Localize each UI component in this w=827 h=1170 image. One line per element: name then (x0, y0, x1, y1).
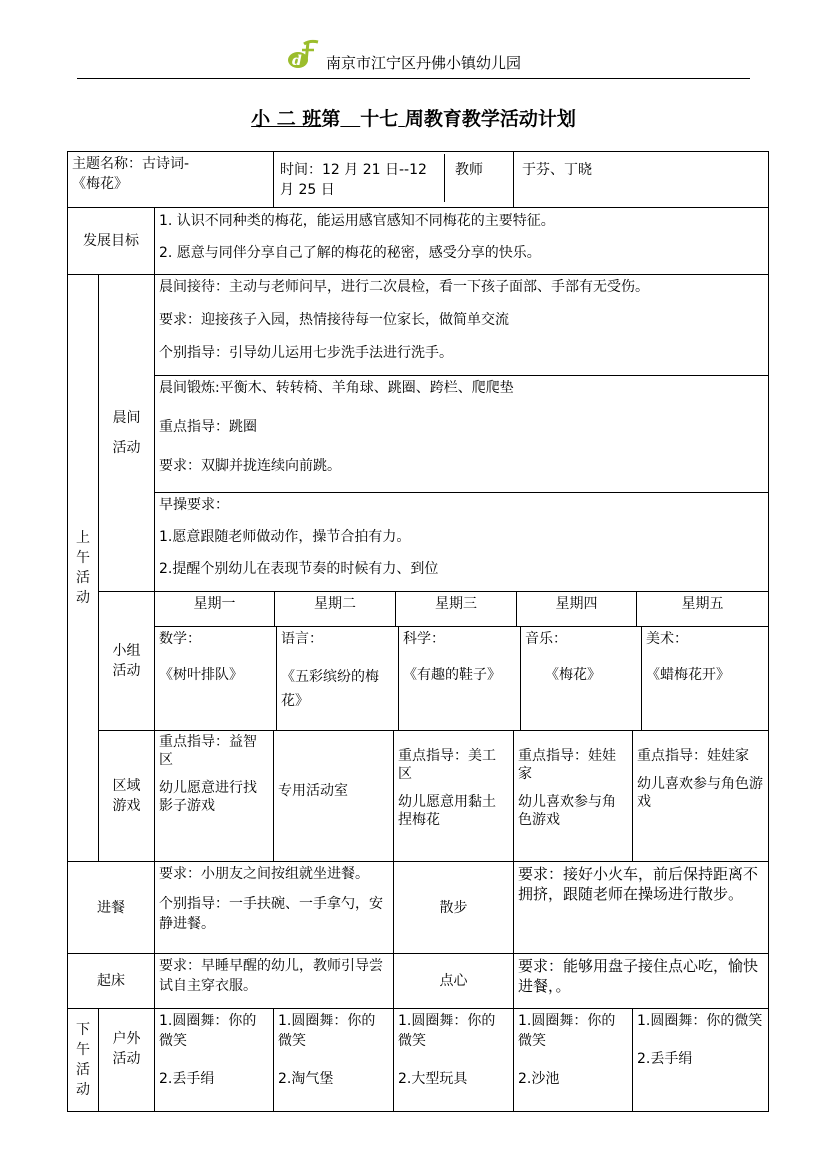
title-week (340, 104, 405, 131)
group-subject: 数学： (159, 631, 201, 647)
group-label-1: 小组 (112, 643, 141, 659)
group-grid-cell (155, 592, 769, 731)
outdoor-item: 1.圆圈舞：你的微笑 (278, 1013, 376, 1049)
morning-activity-label-1: 晨间 (112, 410, 141, 426)
wake-requirement: 要求：早睡早醒的幼儿，教师引导尝试自主穿衣服。 (159, 958, 383, 994)
group-topic: 《五彩缤纷的梅花》 (281, 669, 379, 709)
goal-item: 2. 愿意与同伴分享自己了解的梅花的秘密，感受分享的快乐。 (159, 245, 541, 261)
gymnastics-line: 1.愿意跟随老师做动作，操节合拍有力。 (159, 529, 411, 545)
group-topic: 《梅花》 (545, 667, 601, 683)
walk-requirement: 要求：接好小火车，前后保持距离不拥挤，跟随老师在操场进行散步。 (518, 865, 759, 903)
outdoor-item: 2.沙池 (518, 1071, 560, 1087)
outdoor-fri (633, 1009, 769, 1112)
snack-requirement: 要求：能够用盘子接住点心吃，愉快进餐，。 (518, 957, 759, 995)
outdoor-label-1: 户外 (112, 1031, 141, 1047)
area-focus: 重点指导：美工区 (398, 748, 497, 782)
weekday-thu: 星期四 (516, 592, 636, 626)
area-desc: 幼儿愿意进行找影子游戏 (159, 780, 257, 814)
header-divider (77, 78, 750, 79)
area-mon (155, 731, 274, 862)
theme-cell (68, 152, 274, 208)
group-topic: 《有趣的鞋子》 (403, 667, 501, 683)
outdoor-item: 1.圆圈舞：你的微笑 (398, 1013, 496, 1049)
group-activities (155, 627, 768, 730)
morning-activity-label (99, 275, 155, 592)
title-prefix: 第 (321, 108, 341, 130)
afternoon-label-text: 下午活动 (76, 1022, 90, 1098)
outdoor-item: 2.丢手绢 (159, 1071, 215, 1087)
exercise-content (155, 376, 769, 493)
goals-content (155, 208, 769, 275)
area-focus: 重点指导：娃娃家 (518, 748, 617, 782)
meal-label: 进餐 (68, 862, 155, 954)
outdoor-item: 1.圆圈舞：你的微笑 (637, 1013, 763, 1029)
goal-item: 1. 认识不同种类的梅花，能运用感官感知不同梅花的主要特征。 (159, 213, 555, 229)
outdoor-item: 2.大型玩具 (398, 1071, 468, 1087)
theme-label: 主题名称：古诗词- (72, 156, 190, 172)
exercise-row (68, 376, 769, 493)
reception-row (68, 275, 769, 376)
weekday-header (155, 592, 768, 627)
area-focus: 重点指导：益智区 (159, 734, 257, 768)
group-activity-fri (641, 627, 768, 730)
gymnastics-line: 2.提醒个别幼儿在表现节奏的时候有力、到位 (159, 561, 439, 577)
group-subject: 语言： (281, 631, 323, 647)
title-class: 小 二 班 (251, 108, 322, 130)
snack-content (514, 954, 769, 1009)
outdoor-item: 1.圆圈舞：你的微笑 (518, 1013, 616, 1049)
teacher-label: 教师 (444, 154, 513, 202)
kindergarten-logo-icon (284, 38, 322, 72)
area-label-2: 游戏 (112, 798, 141, 814)
area-fri (633, 731, 769, 862)
reception-line: 个别指导：引导幼儿运用七步洗手法进行洗手。 (159, 345, 453, 361)
exercise-line: 晨间锻炼:平衡木、转转椅、羊角球、跳圈、跨栏、爬爬垫 (159, 380, 514, 396)
goals-label: 发展目标 (68, 208, 155, 275)
snack-label: 点心 (394, 954, 514, 1009)
area-focus: 重点指导：娃娃家 (637, 748, 750, 764)
wake-row (68, 954, 769, 1009)
reception-line: 要求：迎接孩子入园，热情接待每一位家长，做简单交流 (159, 312, 509, 328)
group-subject: 科学： (403, 631, 445, 647)
morning-label-text: 上午活动 (76, 530, 90, 606)
area-label-1: 区域 (112, 778, 141, 794)
area-thu (514, 731, 633, 862)
afternoon-label (68, 1009, 99, 1112)
area-row (68, 731, 769, 862)
wake-label: 起床 (68, 954, 155, 1009)
group-activity-thu (520, 627, 641, 730)
teacher-names (514, 152, 769, 208)
reception-line: 晨间接待：主动与老师问早，进行二次晨检，看一下孩子面部、手部有无受伤。 (159, 279, 649, 295)
weekday-fri: 星期五 (636, 592, 768, 626)
group-topic: 《蜡梅花开》 (646, 667, 730, 683)
meal-content (155, 862, 394, 954)
gymnastics-row (68, 493, 769, 592)
area-desc: 幼儿喜欢参与角色游戏 (518, 794, 617, 828)
area-desc: 专用活动室 (278, 783, 349, 799)
weekday-wed: 星期三 (395, 592, 516, 626)
area-desc: 幼儿喜欢参与角色游戏 (637, 776, 764, 810)
goals-row (68, 208, 769, 275)
meal-row (68, 862, 769, 954)
outdoor-activity-label (99, 1009, 155, 1112)
morning-label (68, 275, 99, 862)
school-name: 南京市江宁区丹佛小镇幼儿园 (326, 54, 522, 72)
outdoor-label-2: 活动 (112, 1051, 141, 1067)
wake-content (155, 954, 394, 1009)
outdoor-wed (394, 1009, 514, 1112)
reception-content (155, 275, 769, 376)
area-desc: 幼儿愿意用黏土捏梅花 (398, 794, 497, 828)
area-wed (394, 731, 514, 862)
time-text: 时间：12 月 21 日--12 月 25 日 (280, 162, 427, 198)
meal-requirement: 要求：小朋友之间按组就坐进餐。 (159, 866, 369, 882)
outdoor-item: 2.丢手绢 (637, 1051, 693, 1067)
activity-plan-table (67, 151, 769, 1112)
weekday-tue: 星期二 (274, 592, 395, 626)
outdoor-thu (514, 1009, 633, 1112)
afternoon-row (68, 1009, 769, 1112)
exercise-line: 要求：双脚并拢连续向前跳。 (159, 458, 341, 474)
area-tue (274, 731, 394, 862)
exercise-line: 重点指导：跳圈 (159, 419, 257, 435)
meal-guidance: 个别指导：一手扶碗、一手拿勺，安静进餐。 (159, 896, 383, 932)
group-label-2: 活动 (112, 663, 141, 679)
time-cell (274, 152, 514, 208)
morning-activity-label-2: 活动 (112, 440, 141, 456)
title-suffix: 周教育教学活动计划 (404, 108, 576, 130)
info-row (68, 152, 769, 208)
outdoor-tue (274, 1009, 394, 1112)
gymnastics-content (155, 493, 769, 592)
group-subject: 美术： (646, 631, 688, 647)
outdoor-item: 1.圆圈舞：你的微笑 (159, 1013, 257, 1049)
area-game-label (99, 731, 155, 862)
walk-label: 散步 (394, 862, 514, 954)
title-week-number: 十七 (360, 108, 399, 130)
group-subject: 音乐： (525, 631, 567, 647)
weekday-mon: 星期一 (193, 596, 236, 612)
outdoor-item: 2.淘气堡 (278, 1071, 334, 1087)
group-topic: 《树叶排队》 (159, 667, 243, 683)
group-activity-wed (398, 627, 520, 730)
teacher-names-text: 于芬、丁晓 (522, 162, 593, 178)
theme-name: 《梅花》 (72, 176, 128, 192)
group-activity-mon (155, 627, 276, 730)
gymnastics-line: 早操要求： (159, 497, 229, 513)
group-activity-tue (276, 627, 398, 730)
page-title (0, 104, 827, 131)
group-activity-label (99, 592, 155, 731)
outdoor-mon (155, 1009, 274, 1112)
svg-text:d: d (292, 53, 302, 69)
walk-content (514, 862, 769, 954)
group-row (68, 592, 769, 731)
